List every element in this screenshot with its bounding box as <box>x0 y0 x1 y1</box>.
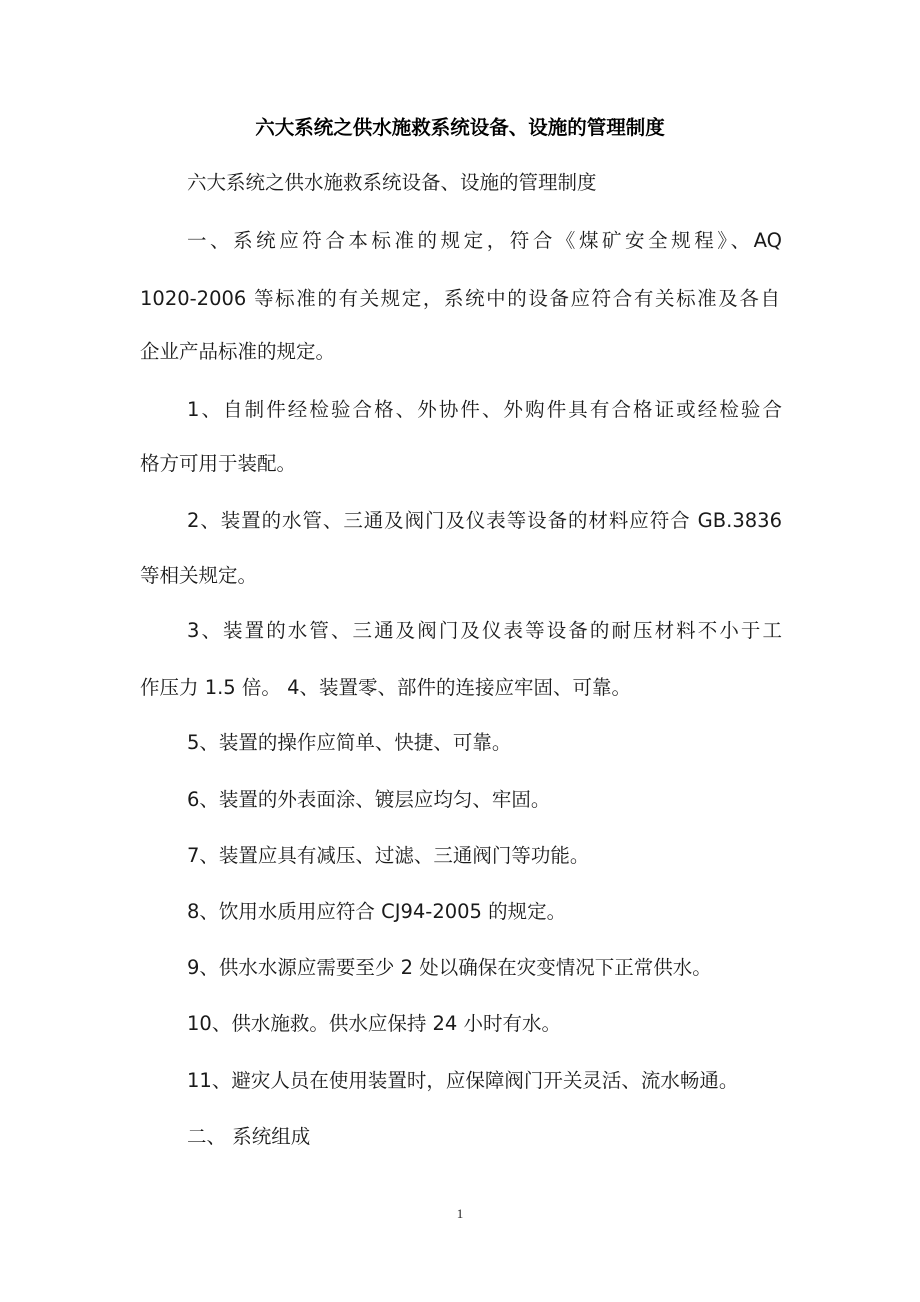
paragraph-line: 8、饮用水质用应符合 CJ94-2005 的规定。 <box>187 900 567 923</box>
paragraph-line: 1、自制件经检验合格、外协件、外购件具有合格证或经检验合 <box>187 398 782 421</box>
paragraph-line: 1020-2006 等标准的有关规定，系统中的设备应符合有关标准及各自 <box>140 287 780 310</box>
paragraph-line: 企业产品标准的规定。 <box>140 340 336 363</box>
paragraph-line: 作压力 1.5 倍。 4、装置零、部件的连接应牢固、可靠。 <box>140 676 632 699</box>
document-title: 六大系统之供水施救系统设备、设施的管理制度 <box>255 116 665 139</box>
page-number: 1 <box>456 1206 464 1221</box>
paragraph-line: 3、装置的水管、三通及阀门及仪表等设备的耐压材料不小于工 <box>187 619 782 642</box>
paragraph-line: 格方可用于装配。 <box>140 452 297 475</box>
paragraph-line: 6、装置的外表面涂、镀层应均匀、牢固。 <box>187 788 551 811</box>
subtitle-line: 六大系统之供水施救系统设备、设施的管理制度 <box>187 171 597 194</box>
paragraph-line: 10、供水施救。供水应保持 24 小时有水。 <box>187 1012 562 1035</box>
paragraph-line: 等相关规定。 <box>140 564 258 587</box>
paragraph-line: 7、装置应具有减压、过滤、三通阀门等功能。 <box>187 844 590 867</box>
paragraph-line: 9、供水水源应需要至少 2 处以确保在灾变情况下正常供水。 <box>187 956 712 979</box>
paragraph-line: 2、装置的水管、三通及阀门及仪表等设备的材料应符合 GB.3836 <box>187 509 782 532</box>
paragraph-line: 11、避灾人员在使用装置时，应保障阀门开关灵活、流水畅通。 <box>187 1069 739 1092</box>
paragraph-line: 5、装置的操作应简单、快捷、可靠。 <box>187 731 512 754</box>
section-heading: 二、 系统组成 <box>187 1125 311 1148</box>
paragraph-line: 一、系统应符合本标准的规定，符合《煤矿安全规程》、AQ <box>187 229 782 252</box>
